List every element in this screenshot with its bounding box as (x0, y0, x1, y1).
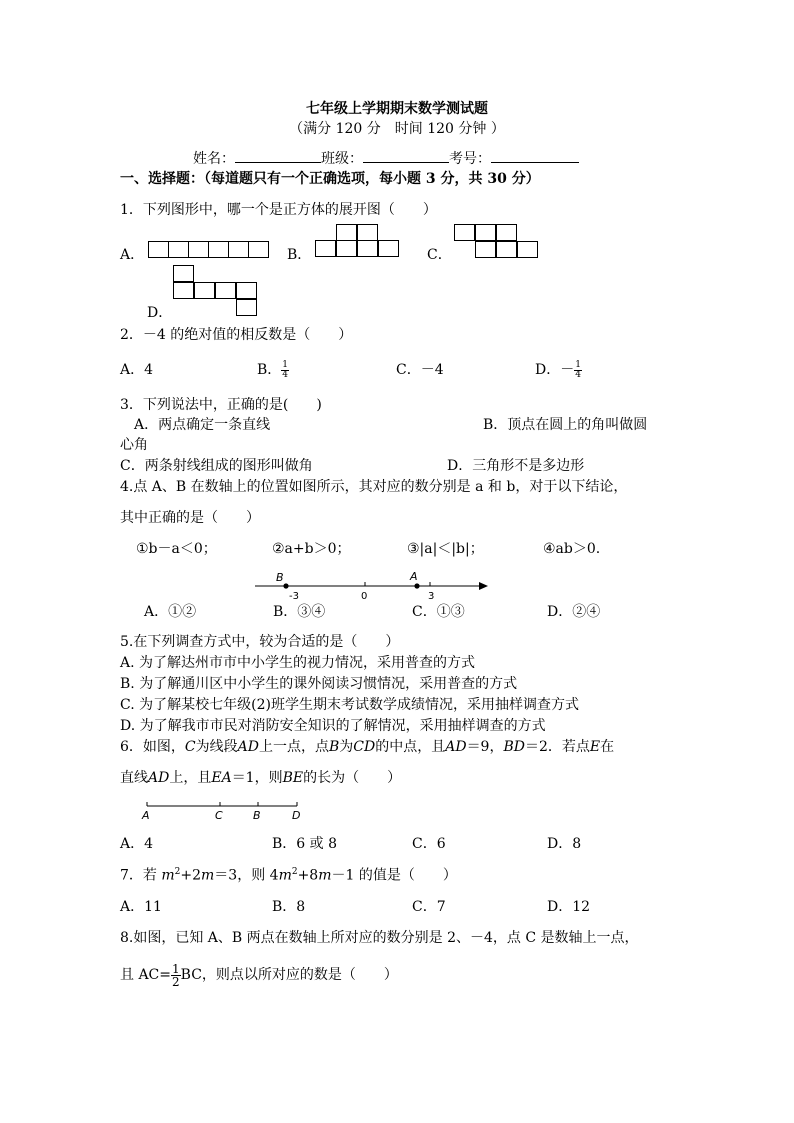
q1-option-a-label: A． (120, 247, 145, 263)
q3-option-b-line1: B．顶点在圆上的角叫做圆 (483, 417, 648, 433)
q1-stem: 1．下列图形中，哪一个是正方体的展开图（ ） (120, 202, 437, 218)
q5-option-c: C. 为了解某校七年级(2)班学生期末考试数学成绩情况，采用抽样调查方式 (120, 697, 579, 713)
q5-option-b: B. 为了解通川区中小学生的课外阅读习惯情况，采用普查的方式 (120, 676, 518, 692)
name-blank[interactable] (235, 150, 321, 163)
q5-option-a: A. 为了解达州市市中小学生的视力情况，采用普查的方式 (120, 655, 476, 671)
q7-option-b: B．8 (272, 899, 306, 915)
number-line-arrow (479, 582, 488, 590)
q4-option-d: D．②④ (547, 604, 601, 620)
exam-no-blank[interactable] (491, 150, 579, 163)
q8-stem-line2: 且 AC= $\frac{1}{2}$ BC，则点以所对应的数是（ ） (120, 961, 398, 989)
exam-no-label: 考号： (449, 151, 491, 167)
q7-option-d: D．12 (547, 899, 591, 915)
q6-option-d: D．8 (547, 836, 582, 852)
student-info-row (193, 150, 579, 166)
q7-stem: 7．若 $m^2+2m=3$，则 $4m^2+8m-1$ 的值是（ ） (120, 867, 457, 884)
q4-conclusion-3: ③|a|＜|b|； (407, 541, 484, 557)
q8-fraction: $\frac{1}{2}$ (172, 961, 180, 989)
q3-stem: 3．下列说法中，正确的是( ) (120, 397, 322, 413)
q4-conclusion-4: ④ab＞0. (543, 541, 601, 557)
q4-option-c: C．①③ (412, 604, 465, 620)
q2-stem: 2．－4 的绝对值的相反数是（ ） (120, 327, 353, 343)
q1-option-b-label: B． (287, 247, 312, 263)
q6-option-a: A．4 (120, 836, 154, 852)
tick-label-neg3: -3 (289, 591, 299, 602)
page-title: 七年级上学期期末数学测试题 (306, 101, 488, 117)
q5-option-d: D. 为了解我市市民对消防安全知识的了解情况，采用抽样调查的方式 (120, 718, 546, 734)
seg-label-c: C (215, 809, 223, 822)
q6-stem-line1: 6．如图，C为线段AD上一点，点B为CD的中点，且AD＝9，BD＝2．若点E在 (120, 739, 615, 755)
q2-option-d: D．－ $\frac{1}{4}$ (535, 359, 581, 380)
point-b-dot (283, 583, 288, 588)
tick-label-3: 3 (428, 591, 435, 602)
q6-segment-figure (140, 796, 310, 822)
q2-option-b: B． $\frac{1}{4}$ (257, 359, 289, 380)
section-heading: 一、选择题：（每道题只有一个正确选项，每小题 3 分，共 30 分） (120, 171, 540, 187)
q6-option-b: B．6 或 8 (272, 836, 338, 852)
page-subtitle: （满分 120 分 时间 120 分钟 ） (289, 121, 505, 137)
class-label: 班级： (321, 151, 363, 167)
q3-option-a: A．两点确定一条直线 (134, 417, 271, 433)
q6-stem-line2: 直线AD上，且EA＝1，则BE的长为（ ） (120, 770, 402, 786)
q4-number-line (250, 566, 495, 602)
q3-option-d: D．三角形不是多边形 (447, 458, 585, 474)
name-label: 姓名： (193, 151, 235, 167)
label-a: A (410, 570, 418, 583)
label-b: B (276, 571, 284, 584)
seg-label-a: A (142, 809, 150, 822)
seg-label-b: B (253, 809, 261, 822)
point-a-dot (414, 583, 419, 588)
q2-d-fraction: $\frac{1}{4}$ (575, 359, 581, 380)
q7-option-c: C．7 (412, 899, 446, 915)
q4-option-b: B．③④ (273, 604, 326, 620)
q2-b-fraction: $\frac{1}{4}$ (282, 359, 289, 380)
q2-option-c: C．－4 (396, 362, 444, 378)
seg-label-d: D (292, 809, 301, 822)
q6-option-c: C．6 (412, 836, 446, 852)
q2-option-a: A．4 (120, 362, 154, 378)
q5-stem: 5.在下列调查方式中，较为合适的是（ ） (120, 634, 400, 650)
q4-conclusion-1: ①b－a＜0； (136, 541, 217, 557)
q7-option-a: A．11 (120, 899, 162, 915)
q1-option-c-label: C． (427, 247, 452, 263)
q1-option-d-label: D． (147, 305, 173, 321)
q3-option-b-line2: 心角 (120, 437, 148, 453)
q3-option-c: C．两条射线组成的图形叫做角 (120, 458, 313, 474)
q4-stem-line1: 4.点 A、B 在数轴上的位置如图所示，其对应的数分别是 a 和 b，对于以下结论， (120, 479, 628, 495)
q4-stem-line2: 其中正确的是（ ） (120, 510, 260, 526)
q4-conclusion-2: ②a+b＞0； (272, 541, 351, 557)
tick-label-0: 0 (361, 591, 368, 602)
class-blank[interactable] (363, 150, 449, 163)
q8-stem-line1: 8.如图，已知 A、B 两点在数轴上所对应的数分别是 2、－4，点 C 是数轴上一点， (120, 930, 639, 946)
q4-option-a: A．①② (144, 604, 197, 620)
